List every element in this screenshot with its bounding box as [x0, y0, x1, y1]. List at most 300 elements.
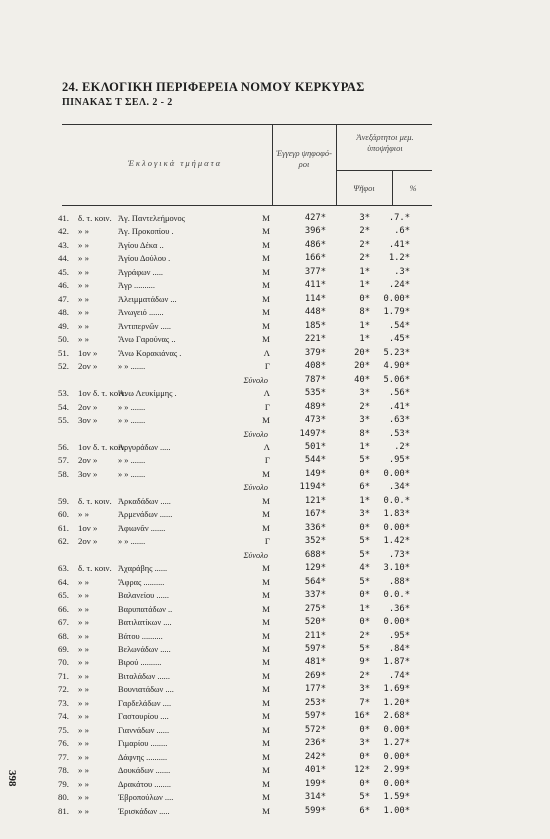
row-number: 50.: [58, 334, 69, 345]
section-category: Γ: [264, 361, 270, 372]
section-category: Μ: [262, 320, 270, 331]
table-row: [58, 643, 410, 656]
row-prefix: » »: [78, 253, 89, 264]
votes-count: 5*: [359, 576, 370, 587]
table-row: [58, 535, 410, 548]
section-category: Μ: [262, 792, 270, 803]
page-number: 398: [6, 770, 18, 787]
votes-percent: 0.00*: [383, 293, 410, 304]
votes-percent: .41*: [388, 239, 410, 250]
row-number: 62.: [58, 536, 69, 547]
section-name: Ἀλειμματάδων ...: [118, 294, 177, 304]
votes-count: 0*: [359, 468, 370, 479]
votes-percent: 1.00*: [383, 805, 410, 816]
table-row: [58, 495, 410, 508]
row-prefix: » »: [78, 670, 89, 681]
row-prefix: 1ον »: [78, 522, 98, 533]
votes-count: 20*: [354, 347, 370, 358]
registered-voters: 167*: [304, 509, 326, 520]
registered-voters: 236*: [304, 738, 326, 749]
registered-voters: 352*: [304, 536, 326, 547]
section-name: Βιταλάδων ......: [118, 671, 170, 681]
section-name: Ἄφρας ..........: [118, 577, 165, 587]
registered-voters: 501*: [304, 441, 326, 452]
section-category: Μ: [262, 253, 270, 264]
registered-voters: 377*: [304, 266, 326, 277]
table-row: [58, 616, 410, 629]
section-name: » » .......: [118, 469, 146, 479]
registered-voters: 275*: [304, 603, 326, 614]
row-number: 65.: [58, 590, 69, 601]
row-prefix: » »: [78, 334, 89, 345]
votes-count: 40*: [354, 374, 370, 385]
section-name: Σύνολο: [243, 483, 268, 493]
registered-voters: 481*: [304, 657, 326, 668]
votes-percent: 2.68*: [383, 711, 410, 722]
votes-percent: 3.10*: [383, 563, 410, 574]
votes-count: 0*: [359, 522, 370, 533]
row-number: 60.: [58, 509, 69, 520]
votes-percent: 5.06*: [383, 374, 410, 385]
top-rule: [62, 124, 432, 125]
row-prefix: » »: [78, 239, 89, 250]
section-category: Λ: [263, 441, 270, 452]
registered-voters: 185*: [304, 320, 326, 331]
registered-voters: 269*: [304, 670, 326, 681]
section-category: Μ: [262, 239, 270, 250]
section-category: Μ: [262, 266, 270, 277]
row-prefix: » »: [78, 320, 89, 331]
table-row: [58, 401, 410, 414]
section-name: » » .......: [118, 416, 146, 426]
row-prefix: 2ον »: [78, 455, 98, 466]
row-number: 72.: [58, 684, 69, 695]
table-row: [58, 710, 410, 723]
table-row: [58, 805, 410, 818]
registered-voters: 408*: [304, 361, 326, 372]
section-category: Μ: [262, 617, 270, 628]
votes-count: 1*: [359, 280, 370, 291]
row-number: 79.: [58, 778, 69, 789]
section-category: Μ: [262, 522, 270, 533]
col-divider-3: [392, 170, 393, 206]
table-row: [58, 414, 410, 427]
table-row: [58, 791, 410, 804]
section-name: Ἐρισκάδων .....: [118, 806, 170, 816]
table-row: [58, 630, 410, 643]
subtotal-row: [58, 428, 410, 441]
row-prefix: » »: [78, 630, 89, 641]
votes-count: 1*: [359, 495, 370, 506]
section-name: Βατιλατίκων ....: [118, 618, 172, 628]
row-prefix: » »: [78, 307, 89, 318]
section-name: Ἄνω Κορακιάνας .: [118, 348, 182, 358]
votes-percent: 1.2*: [388, 253, 410, 264]
votes-percent: .53*: [388, 428, 410, 439]
section-name: Βαρυπατάδων ..: [118, 604, 173, 614]
votes-percent: .2*: [394, 441, 410, 452]
row-number: 43.: [58, 239, 69, 250]
row-prefix: 3ον »: [78, 468, 98, 479]
row-number: 75.: [58, 724, 69, 735]
registered-voters: 787*: [304, 374, 326, 385]
votes-count: 3*: [359, 388, 370, 399]
row-number: 57.: [58, 455, 69, 466]
row-number: 41.: [58, 213, 69, 223]
votes-percent: .95*: [388, 455, 410, 466]
votes-count: 3*: [359, 684, 370, 695]
row-prefix: » »: [78, 751, 89, 762]
votes-count: 5*: [359, 792, 370, 803]
votes-percent: .88*: [388, 576, 410, 587]
section-name: Ἄνω Γαρούνας ..: [118, 335, 176, 345]
row-prefix: » »: [78, 684, 89, 695]
votes-percent: .36*: [388, 603, 410, 614]
votes-count: 5*: [359, 455, 370, 466]
section-name: Βιρού ..........: [118, 658, 162, 668]
table-row: [58, 576, 410, 589]
row-number: 56.: [58, 441, 69, 452]
votes-count: 0*: [359, 751, 370, 762]
votes-count: 7*: [359, 697, 370, 708]
section-name: Ἀφιωνᾶν .......: [118, 523, 166, 533]
row-number: 76.: [58, 738, 69, 749]
row-prefix: δ. τ. κοιν.: [78, 213, 112, 223]
subtotal-row: [58, 374, 410, 387]
section-name: Ἀγράφων .....: [118, 267, 164, 277]
votes-percent: .41*: [388, 401, 410, 412]
row-prefix: » »: [78, 280, 89, 291]
section-name: Ἀχαράβης ......: [118, 564, 168, 574]
section-name: Γιμαρίου ........: [118, 739, 168, 749]
votes-percent: 0.00*: [383, 724, 410, 735]
votes-percent: 1.83*: [383, 509, 410, 520]
section-name: Ἀργυράδων .....: [118, 442, 171, 452]
row-number: 45.: [58, 266, 69, 277]
votes-count: 5*: [359, 644, 370, 654]
row-number: 77.: [58, 751, 69, 762]
results-table-body: [58, 212, 410, 818]
registered-voters: 396*: [304, 226, 326, 237]
votes-count: 8*: [359, 428, 370, 439]
table-row: [58, 320, 410, 333]
votes-percent: 2.99*: [383, 765, 410, 776]
row-prefix: » »: [78, 805, 89, 816]
section-category: Μ: [262, 751, 270, 762]
registered-voters: 166*: [304, 253, 326, 264]
votes-count: 6*: [359, 805, 370, 816]
votes-count: 1*: [359, 320, 370, 331]
table-row: [58, 670, 410, 683]
header-registered: Ἐγγεγρ ψηφοφό-ροι: [276, 148, 332, 169]
row-number: 80.: [58, 792, 69, 803]
registered-voters: 253*: [304, 697, 326, 708]
section-name: Γαρδελάδων ....: [118, 698, 172, 708]
row-number: 67.: [58, 617, 69, 628]
votes-percent: 1.87*: [383, 657, 410, 668]
subtotal-row: [58, 481, 410, 494]
table-row: [58, 522, 410, 535]
votes-percent: .73*: [388, 549, 410, 560]
row-prefix: » »: [78, 293, 89, 304]
section-category: Μ: [262, 657, 270, 668]
row-number: 54.: [58, 401, 69, 412]
table-row: [58, 252, 410, 265]
votes-count: 20*: [354, 361, 370, 372]
registered-voters: 597*: [304, 711, 326, 722]
section-category: Μ: [262, 684, 270, 695]
votes-percent: .7.*: [388, 213, 410, 223]
col-divider-2: [336, 124, 337, 206]
section-category: Λ: [263, 388, 270, 399]
registered-voters: 177*: [304, 684, 326, 695]
section-category: Μ: [262, 293, 270, 304]
table-subtitle: ΠΙΝΑΚΑΣ Τ ΣΕΛ. 2 - 2: [62, 97, 173, 108]
section-name: Ἀντιπερνῶν .....: [118, 321, 172, 331]
row-prefix: 2ον »: [78, 536, 98, 547]
section-category: Μ: [262, 738, 270, 749]
section-category: Γ: [264, 536, 270, 547]
row-number: 61.: [58, 522, 69, 533]
section-category: Μ: [262, 644, 270, 654]
row-number: 47.: [58, 293, 69, 304]
row-number: 51.: [58, 347, 69, 358]
votes-count: 2*: [359, 239, 370, 250]
row-prefix: » »: [78, 509, 89, 520]
votes-percent: 1.79*: [383, 307, 410, 318]
votes-count: 0*: [359, 778, 370, 789]
votes-count: 2*: [359, 401, 370, 412]
row-prefix: 3ον »: [78, 415, 98, 426]
section-name: Γαστουρίου ....: [118, 712, 169, 722]
votes-count: 0*: [359, 590, 370, 601]
table-row: [58, 225, 410, 238]
registered-voters: 448*: [304, 307, 326, 318]
table-row: [58, 778, 410, 791]
votes-percent: .6*: [394, 226, 410, 237]
votes-count: 8*: [359, 307, 370, 318]
votes-count: 2*: [359, 253, 370, 264]
row-prefix: » »: [78, 765, 89, 776]
section-category: Μ: [262, 630, 270, 641]
row-number: 63.: [58, 563, 69, 574]
registered-voters: 1194*: [299, 482, 326, 493]
votes-count: 2*: [359, 630, 370, 641]
row-prefix: » »: [78, 657, 89, 668]
table-row: [58, 212, 410, 225]
section-category: Μ: [262, 590, 270, 601]
row-prefix: » »: [78, 644, 89, 654]
votes-count: 0*: [359, 724, 370, 735]
row-number: 59.: [58, 495, 69, 506]
row-number: 70.: [58, 657, 69, 668]
registered-voters: 427*: [304, 213, 326, 223]
registered-voters: 314*: [304, 792, 326, 803]
votes-percent: 1.27*: [383, 738, 410, 749]
votes-count: 16*: [354, 711, 370, 722]
registered-voters: 221*: [304, 334, 326, 345]
table-row: [58, 360, 410, 373]
row-number: 42.: [58, 226, 69, 237]
section-name: Σύνολο: [243, 429, 268, 439]
table-row: [58, 737, 410, 750]
table-row: [58, 697, 410, 710]
votes-percent: 0.00*: [383, 468, 410, 479]
row-prefix: » »: [78, 603, 89, 614]
section-category: Μ: [262, 563, 270, 574]
votes-percent: 0.00*: [383, 617, 410, 628]
votes-percent: .95*: [388, 630, 410, 641]
row-prefix: » »: [78, 226, 89, 237]
registered-voters: 572*: [304, 724, 326, 735]
section-category: Μ: [262, 765, 270, 776]
section-category: Μ: [262, 697, 270, 708]
registered-voters: 520*: [304, 617, 326, 628]
row-prefix: » »: [78, 792, 89, 803]
section-category: Μ: [262, 778, 270, 789]
section-name: Ἁγίου Δούλου .: [118, 254, 171, 264]
row-prefix: 1ον δ. τ. κοιν.: [78, 388, 127, 399]
section-name: Ἁγ. Παντελεήμονος: [118, 214, 185, 223]
row-number: 44.: [58, 253, 69, 264]
subtotal-row: [58, 549, 410, 562]
section-name: Γιαννάδων ......: [118, 725, 170, 735]
registered-voters: 544*: [304, 455, 326, 466]
section-name: Ἀρμενάδων ......: [118, 510, 173, 520]
section-name: Σύνολο: [243, 375, 268, 385]
header-bottom-rule: [62, 205, 432, 206]
row-prefix: » »: [78, 590, 89, 601]
section-name: Βουνιατάδων ....: [118, 685, 174, 695]
registered-voters: 149*: [304, 468, 326, 479]
table-row: [58, 441, 410, 454]
row-prefix: » »: [78, 778, 89, 789]
section-name: Ἀγίου Δέκα ..: [118, 240, 164, 250]
table-row: [58, 724, 410, 737]
section-category: Μ: [262, 213, 270, 223]
votes-count: 0*: [359, 293, 370, 304]
votes-percent: 1.42*: [383, 536, 410, 547]
section-category: Μ: [262, 805, 270, 816]
registered-voters: 337*: [304, 590, 326, 601]
row-number: 52.: [58, 361, 69, 372]
row-prefix: δ. τ. κοιν.: [78, 563, 112, 574]
row-number: 66.: [58, 603, 69, 614]
votes-percent: 0.0.*: [383, 590, 410, 601]
table-row: [58, 347, 410, 360]
votes-percent: .24*: [388, 280, 410, 291]
row-prefix: 2ον »: [78, 401, 98, 412]
row-number: 55.: [58, 415, 69, 426]
table-row: [58, 239, 410, 252]
section-category: Γ: [264, 401, 270, 412]
votes-percent: 0.0.*: [383, 495, 410, 506]
section-category: Μ: [262, 334, 270, 345]
table-row: [58, 603, 410, 616]
section-name: Ἀρκαδάδων .....: [118, 496, 171, 506]
section-category: Μ: [262, 670, 270, 681]
row-prefix: δ. τ. κοιν.: [78, 495, 112, 506]
table-row: [58, 468, 410, 481]
votes-count: 5*: [359, 549, 370, 560]
row-number: 81.: [58, 805, 69, 816]
row-prefix: 2ον »: [78, 361, 98, 372]
votes-count: 9*: [359, 657, 370, 668]
table-row: [58, 508, 410, 521]
table-row: [58, 333, 410, 346]
votes-percent: .84*: [388, 644, 410, 654]
votes-percent: 0.00*: [383, 751, 410, 762]
table-row: [58, 562, 410, 575]
section-name: Ἀνωγειό .......: [118, 308, 164, 318]
page-title: 24. ΕΚΛΟΓΙΚΗ ΠΕΡΙΦΕΡΕΙΑ ΝΟΜΟΥ ΚΕΡΚΥΡΑΣ: [62, 80, 365, 94]
votes-count: 12*: [354, 765, 370, 776]
section-category: Μ: [262, 576, 270, 587]
table-row: [58, 454, 410, 467]
section-name: Ἁγ. Προκοπίου .: [118, 227, 174, 237]
registered-voters: 114*: [304, 293, 326, 304]
votes-percent: 1.69*: [383, 684, 410, 695]
row-prefix: » »: [78, 738, 89, 749]
votes-percent: 5.23*: [383, 347, 410, 358]
section-category: Μ: [262, 468, 270, 479]
registered-voters: 336*: [304, 522, 326, 533]
votes-count: 3*: [359, 509, 370, 520]
votes-percent: .63*: [388, 415, 410, 426]
votes-percent: 4.90*: [383, 361, 410, 372]
votes-percent: 0.00*: [383, 778, 410, 789]
section-category: Μ: [262, 711, 270, 722]
section-name: Σύνολο: [243, 550, 268, 560]
registered-voters: 599*: [304, 805, 326, 816]
table-row: [58, 751, 410, 764]
votes-percent: 1.20*: [383, 697, 410, 708]
section-name: » » .......: [118, 537, 146, 547]
registered-voters: 486*: [304, 239, 326, 250]
row-number: 48.: [58, 307, 69, 318]
table-row: [58, 293, 410, 306]
registered-voters: 597*: [304, 644, 326, 654]
votes-count: 2*: [359, 226, 370, 237]
registered-voters: 688*: [304, 549, 326, 560]
table-row: [58, 279, 410, 292]
section-category: Μ: [262, 495, 270, 506]
registered-voters: 535*: [304, 388, 326, 399]
votes-count: 3*: [359, 415, 370, 426]
section-name: » » .......: [118, 456, 146, 466]
section-name: » » .......: [118, 402, 146, 412]
header-blank-group: Ἀνεξάρτητοι μεμ. ὑποψήφιοι: [356, 132, 414, 153]
registered-voters: 121*: [304, 495, 326, 506]
row-prefix: 1ον δ. τ. κοιν.: [78, 441, 127, 452]
row-prefix: » »: [78, 711, 89, 722]
section-name: » » .......: [118, 362, 146, 372]
votes-count: 1*: [359, 334, 370, 345]
section-name: Βάτου ..........: [118, 631, 163, 641]
registered-voters: 199*: [304, 778, 326, 789]
row-number: 74.: [58, 711, 69, 722]
row-number: 78.: [58, 765, 69, 776]
section-name: Δρακάτου ........: [118, 779, 172, 789]
section-category: Μ: [262, 280, 270, 291]
section-name: Δουκάδων .......: [118, 766, 171, 776]
registered-voters: 473*: [304, 415, 326, 426]
votes-percent: 0.00*: [383, 522, 410, 533]
votes-percent: .45*: [388, 334, 410, 345]
registered-voters: 411*: [304, 280, 326, 291]
section-category: Μ: [262, 724, 270, 735]
votes-count: 4*: [359, 563, 370, 574]
